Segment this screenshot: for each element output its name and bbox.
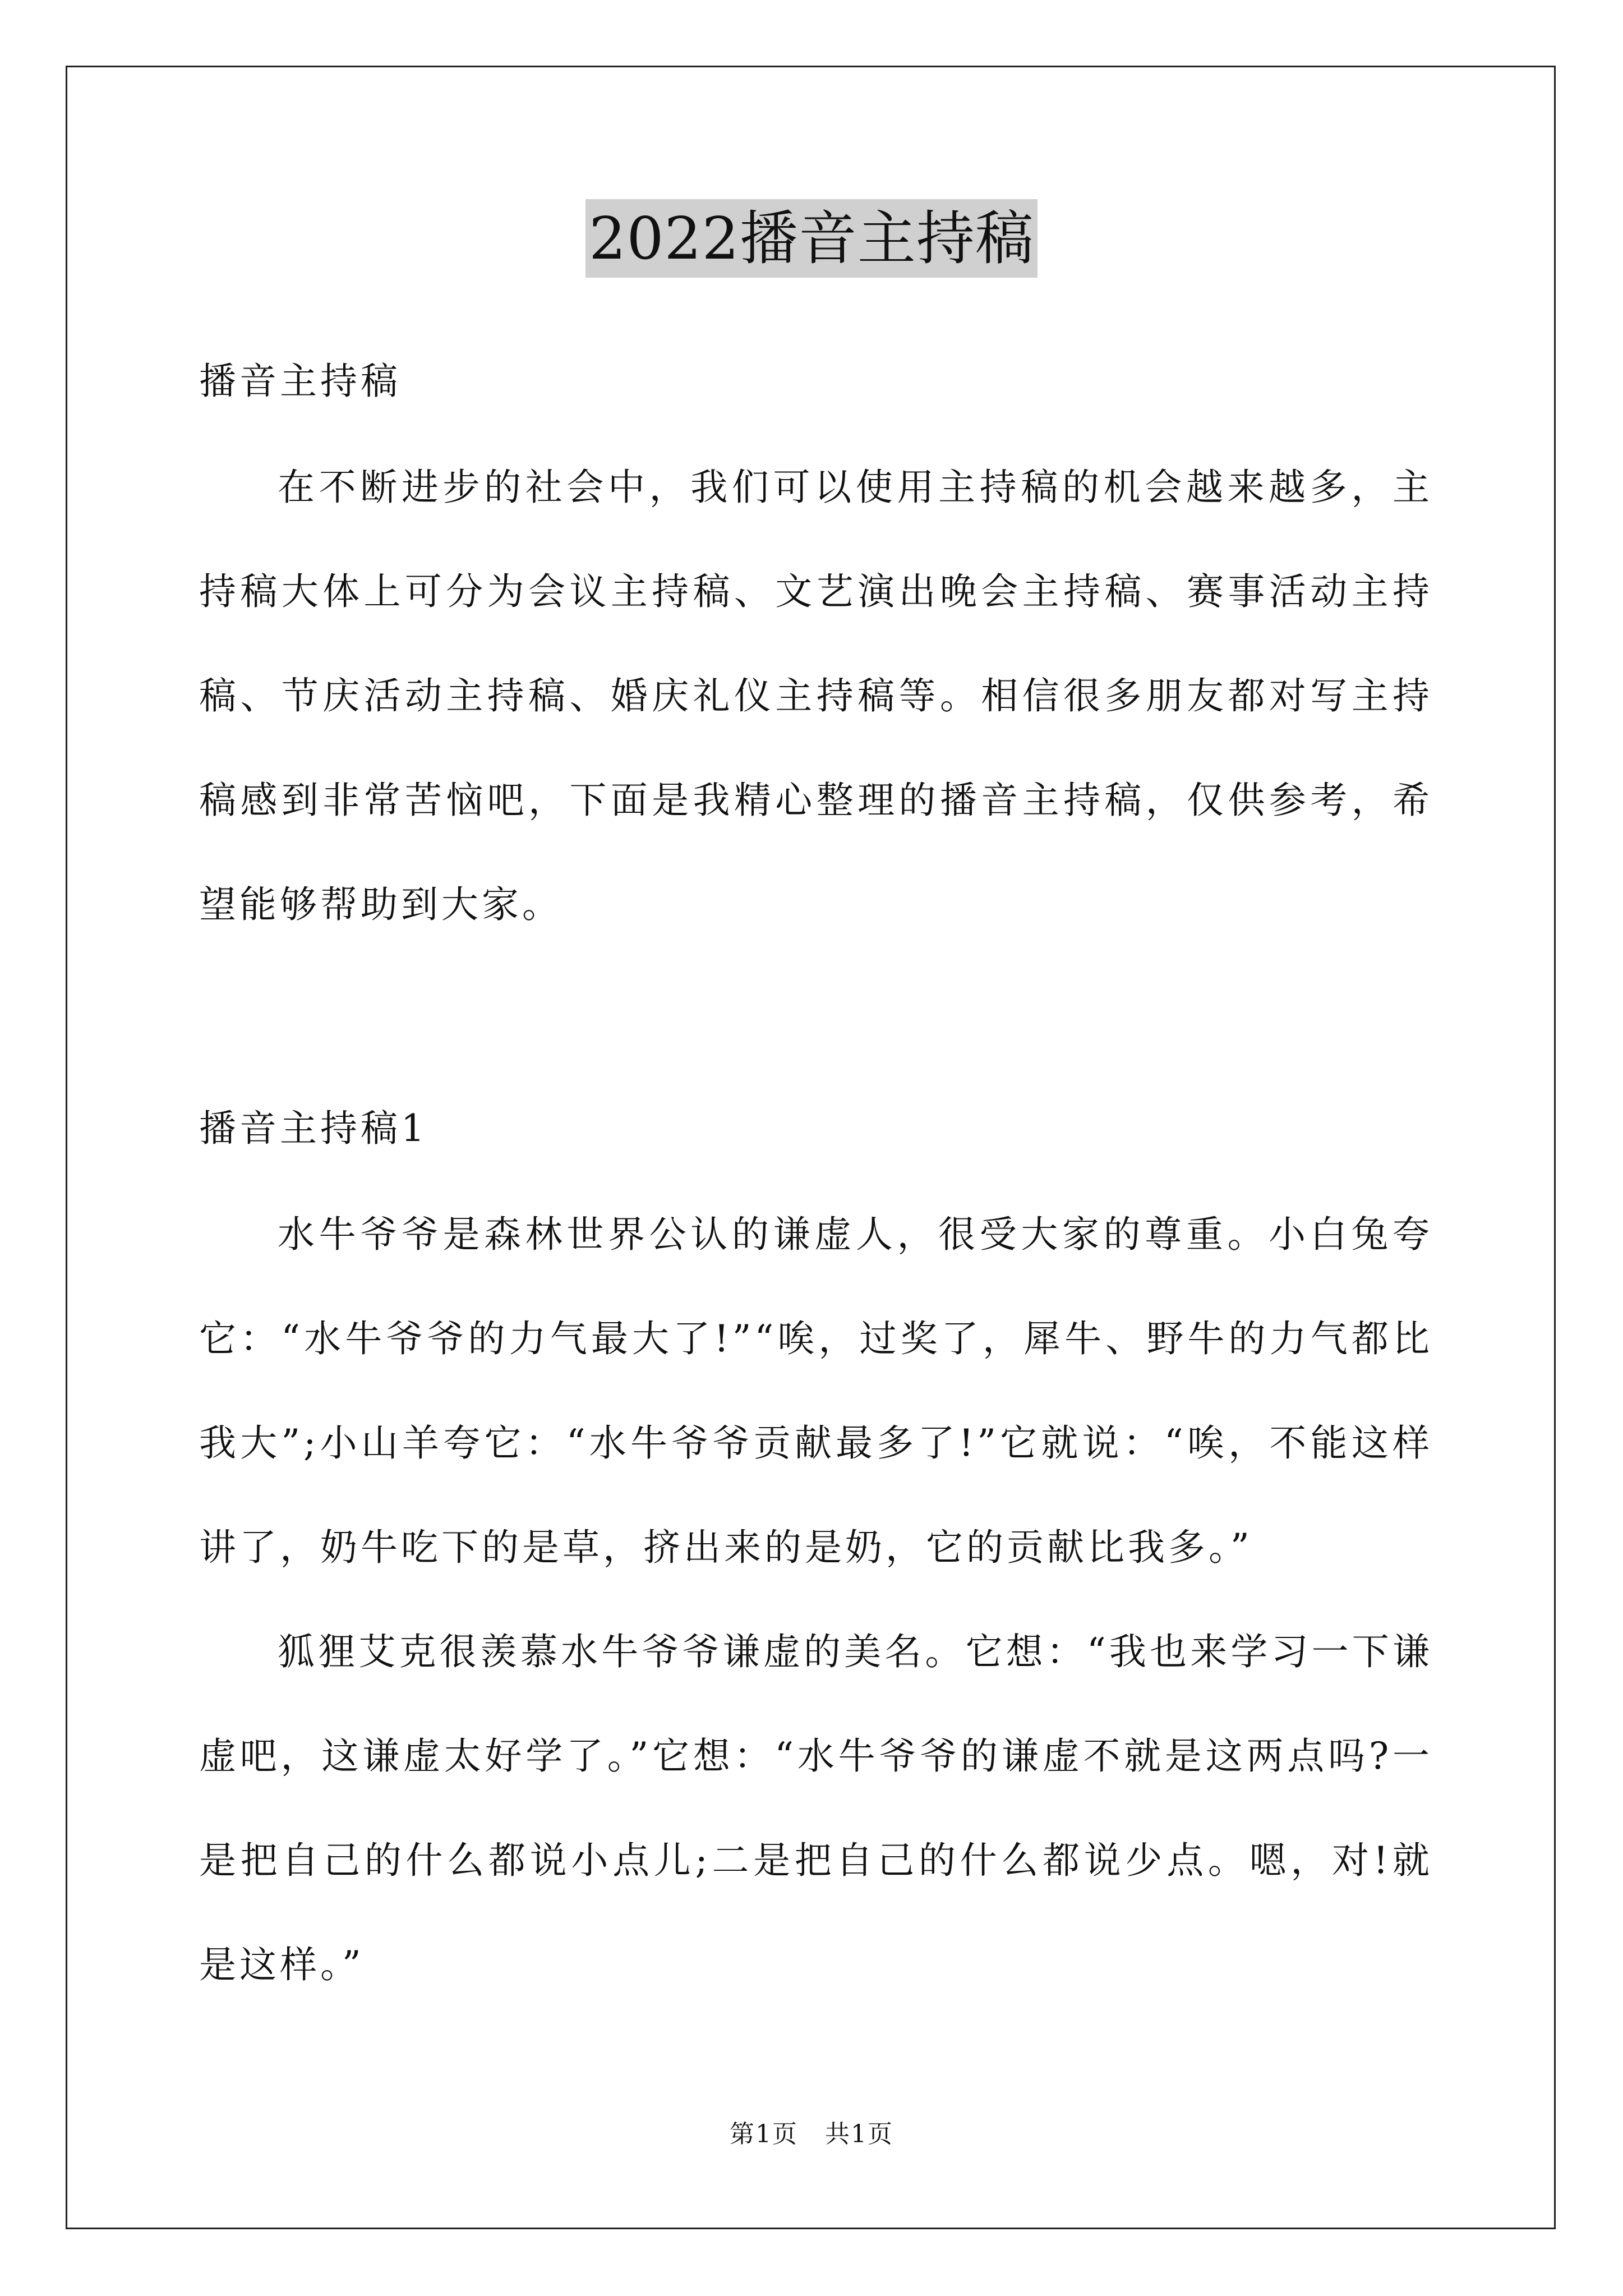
intro-heading: 播音主持稿 xyxy=(199,360,401,403)
page-footer xyxy=(0,2118,1623,2151)
intro-section xyxy=(199,353,1433,957)
section-heading: 播音主持稿1 xyxy=(199,1107,428,1150)
section-paragraph: 狐狸艾克很羡慕水牛爷爷谦虚的美名。它想：“我也来学习一下谦虚吧，这谦虚太好学了。”它想：“水牛爷爷的谦虚不就是这两点吗?一是把自己的什么都说小点儿;二是把自己的什么都说少点。嗯，对!就是这样。” xyxy=(199,1630,1433,1986)
page-number: 第1页 xyxy=(730,2120,798,2148)
title-wrap xyxy=(0,199,1623,278)
section-1 xyxy=(199,1101,1433,2017)
document-title: 2022播音主持稿 xyxy=(585,199,1038,278)
section-paragraph: 水牛爷爷是森林世界公认的谦虚人，很受大家的尊重。小白兔夸它：“水牛爷爷的力气最大了!”“唉，过奖了，犀牛、野牛的力气都比我大”;小山羊夸它：“水牛爷爷贡献最多了!”它就说：“唉，不能这样讲了，奶牛吃下的是草，挤出来的是奶，它的贡献比我多。” xyxy=(199,1213,1433,1569)
intro-paragraph: 在不断进步的社会中，我们可以使用主持稿的机会越来越多，主持稿大体上可分为会议主持稿、文艺演出晚会主持稿、赛事活动主持稿、节庆活动主持稿、婚庆礼仪主持稿等。相信很多朋友都对写主持稿感到非常苦恼吧，下面是我精心整理的播音主持稿，仅供参考，希望能够帮助到大家。 xyxy=(199,466,1433,926)
page-total: 共1页 xyxy=(825,2120,893,2148)
